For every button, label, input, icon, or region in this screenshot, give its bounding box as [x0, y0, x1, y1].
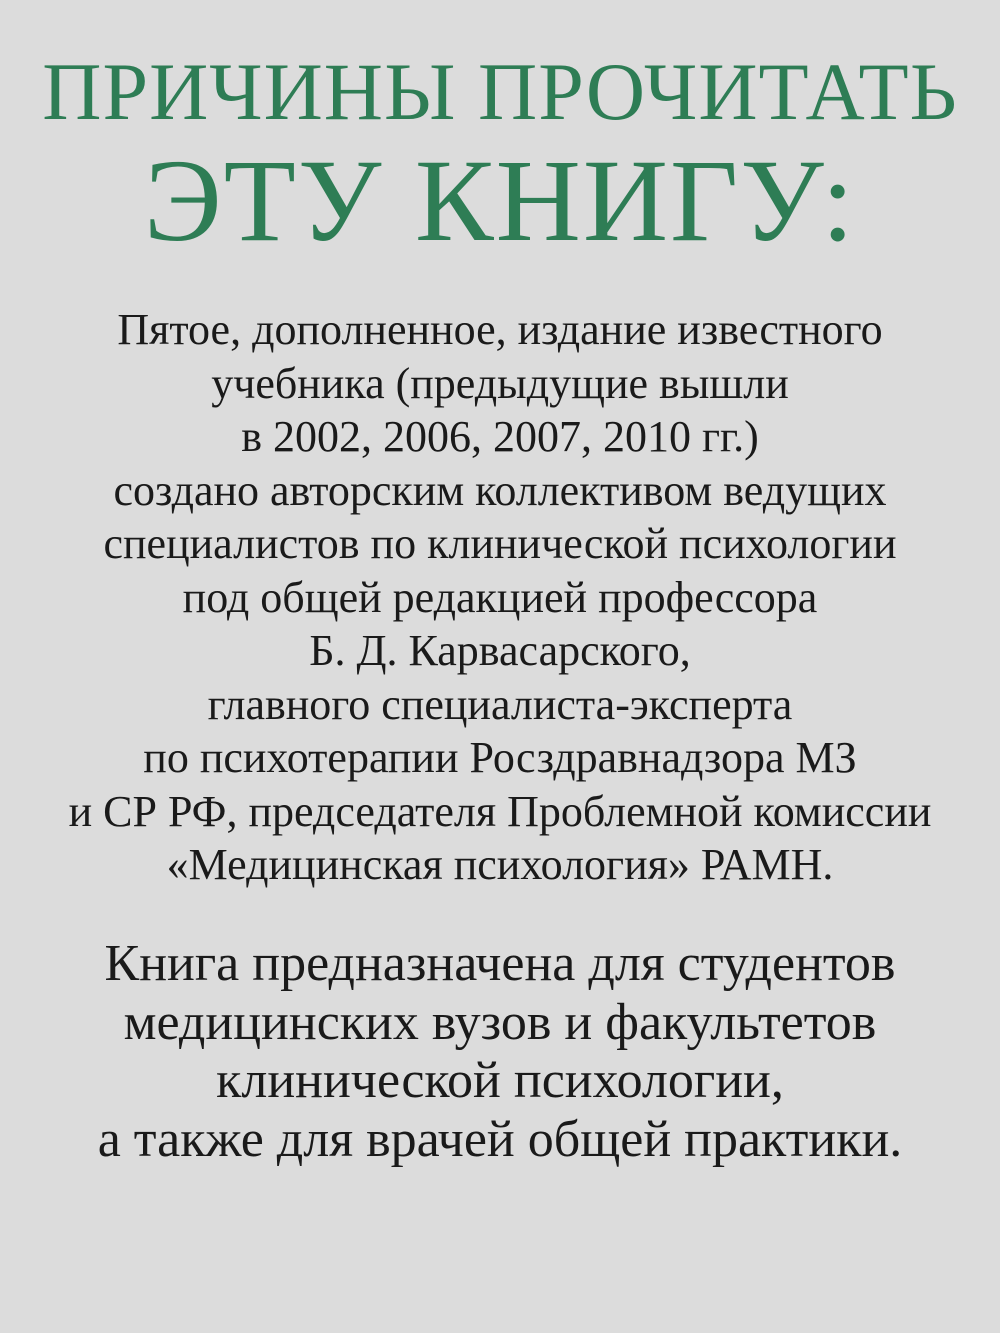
description-line: Пятое, дополненное, издание известного [117, 305, 883, 354]
description-line: Б. Д. Карвасарского, [309, 626, 691, 675]
description-line: по психотерапии Росздравнадзора МЗ [143, 733, 857, 782]
description-line: в 2002, 2006, 2007, 2010 гг.) [241, 412, 759, 461]
audience-line: Книга предназначена для студентов [104, 935, 896, 992]
description-line: учебника (предыдущие вышли [211, 358, 789, 408]
book-description [0, 303, 1000, 892]
target-audience [0, 935, 1000, 1169]
description-line: создано авторским коллективом ведущих [113, 465, 887, 515]
description-line: главного специалиста-эксперта [207, 679, 793, 729]
description-line: специалистов по клинической психологии [103, 519, 897, 568]
title-line-this-book: ЭТУ КНИГУ: [143, 135, 857, 266]
audience-line: медицинских вузов и факультетов [123, 993, 877, 1051]
description-line: под общей редакцией профессора [182, 572, 818, 622]
title-line-reasons: ПРИЧИНЫ ПРОЧИТАТЬ [42, 46, 958, 137]
audience-line: а также для врачей общей практики. [97, 1110, 903, 1168]
audience-line: клинической психологии, [216, 1052, 784, 1109]
description-line: «Медицинская психология» РАМН. [166, 840, 834, 889]
description-line: и СР РФ, председателя Проблемной комиссии [68, 786, 932, 836]
page-title [0, 42, 1000, 266]
